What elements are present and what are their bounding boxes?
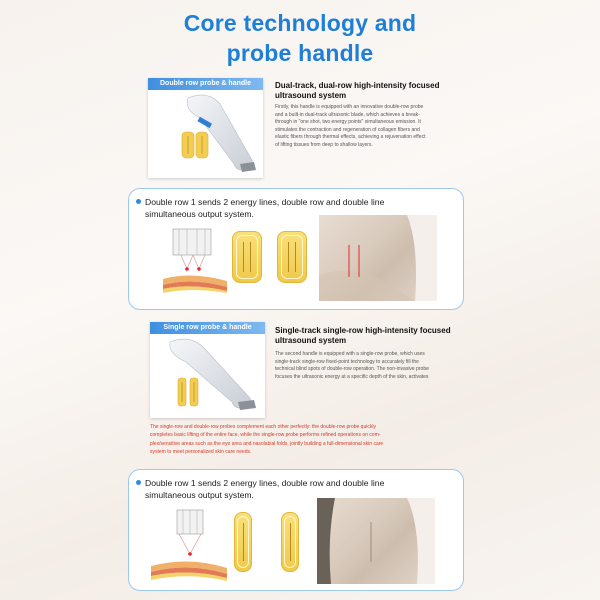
double-probe-card: [148, 78, 263, 178]
single-probe-description-line: single-track single-row fixed-point technology to accurately fill the: [275, 358, 419, 365]
single-probe-label: Single row probe & handle: [150, 322, 265, 334]
single-beam-skin-diagram: [149, 508, 229, 588]
double-line-skin-photo: [319, 215, 437, 301]
single-probe-description: [275, 351, 475, 381]
page-title-line-1: Core technology and: [183, 10, 417, 36]
double-probe-title-line-2: ultrasound system: [275, 91, 347, 100]
double-probe-description-line: and a built-in dual-track ultrasonic blade, which achieves a break-: [275, 111, 420, 118]
single-probe-title-line-2: ultrasound system: [275, 336, 347, 345]
single-probe-description-line: focuses the ultrasonic energy at a specific depth of the skin, activates: [275, 373, 429, 380]
single-pad-left: [234, 512, 252, 572]
single-pad-right: [281, 512, 299, 572]
double-pad-right: [277, 231, 307, 283]
probe-summary-text: [150, 423, 450, 457]
double-pad-left: [232, 231, 262, 283]
single-row-output-panel: [128, 469, 464, 591]
bullet-dot-icon: [136, 480, 141, 485]
probe-summary-line: system to meet personalized skin care needs.: [150, 449, 252, 456]
double-probe-description-line: through in "one shot, two energy points" simultaneous emission. It: [275, 119, 421, 125]
double-probe-title: [275, 81, 475, 101]
single-probe-title-line-1: Single-track single-row high-intensity focused: [275, 326, 451, 335]
probe-summary-line: completes basic lifting of the entire face, while the single-row probe performs refined operations on com-: [150, 432, 381, 439]
page-title-line-2: probe handle: [226, 40, 374, 66]
double-beam-skin-diagram: [161, 227, 231, 297]
double-row-output-text-line-2: simultaneous output system.: [145, 209, 254, 219]
single-probe-title: [275, 326, 475, 346]
bullet-dot-icon: [136, 199, 141, 204]
double-probe-description-line: Firstly, this handle is equipped with an innovative double-row probe: [275, 104, 424, 110]
single-row-output-text-line-2: simultaneous output system.: [145, 490, 254, 500]
double-probe-description-line: of lifting tissues from deep to shallow layers.: [275, 141, 373, 148]
double-probe-description: [275, 104, 475, 149]
probe-summary-line: The single-row and double-row probes complement each other perfectly: the double-row probe quickly: [150, 424, 376, 430]
double-row-output-text-line-1: Double row 1 sends 2 energy lines, double row and double line: [145, 197, 385, 207]
double-probe-description-line: elastic fibers through thermal effects, achieving a rejuvenation effect: [275, 134, 426, 140]
single-row-output-text-line-1: Double row 1 sends 2 energy lines, double row and double line: [145, 478, 385, 488]
double-probe-title-line-1: Dual-track, dual-row high-intensity focused: [275, 81, 440, 90]
single-probe-description-line: The second handle is equipped with a single-row probe, which uses: [275, 351, 425, 357]
single-probe-card: [150, 322, 265, 418]
double-probe-description-line: stimulates the contraction and regeneration of collagen fibers and: [275, 126, 420, 133]
double-probe-label: Double row probe & handle: [148, 78, 263, 90]
probe-summary-line: plex/sensitive areas such as the eye area and nasolabial folds, jointly building a full-dimensional skin care: [150, 440, 384, 447]
single-probe-description-line: technical blind spots of double-row operation. The non-invasive probe: [275, 366, 429, 372]
single-line-skin-photo: [317, 498, 435, 584]
double-probe-handle-illustration: [148, 90, 263, 178]
single-probe-handle-illustration: [150, 334, 265, 418]
double-row-output-panel: [128, 188, 464, 310]
